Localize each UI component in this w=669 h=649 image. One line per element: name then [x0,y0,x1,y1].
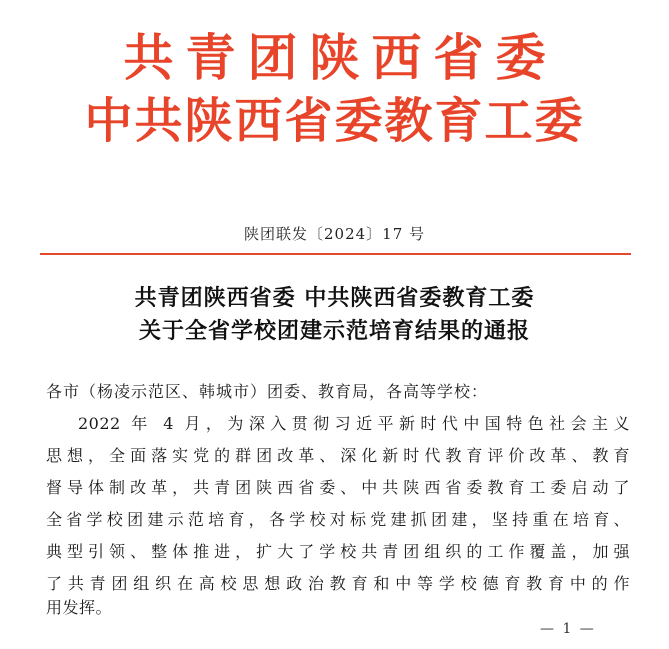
body-line: 用发挥。 [46,598,113,617]
document-title-line-1: 共青团陕西省委 中共陕西省委教育工委 [134,286,535,311]
body-line: 思想，全面落实党的群团改革、深化新时代教育评价改革、教育 [46,446,630,465]
page-number: — 1 — [540,621,596,637]
issuer-header-line-1: 共青团陕西省委 [123,29,558,87]
addressee: 各市（杨凌示范区、韩城市）团委、教育局，各高等学校： [46,382,489,401]
issuer-header-line-2: 中共陕西省委教育工委 [84,93,585,149]
document-number: 陕团联发〔2024〕17 号 [243,225,426,243]
document-title-line-2: 关于全省学校团建示范培育结果的通报 [138,319,530,344]
red-divider-line [40,253,631,255]
body-line: 典型引领、整体推进，扩大了学校共青团组织的工作覆盖，加强 [46,542,630,561]
body-line: 督导体制改革，共青团陕西省委、中共陕西省委教育工委启动了 [46,478,630,497]
body-line: 了共青团组织在高校思想政治教育和中等学校德育教育中的作 [46,574,630,593]
body-line: 2022 年 4 月，为深入贯彻习近平新时代中国特色社会主义 [78,414,630,433]
body-line: 全省学校团建示范培育，各学校对标党建抓团建，坚持重在培育、 [46,510,630,529]
